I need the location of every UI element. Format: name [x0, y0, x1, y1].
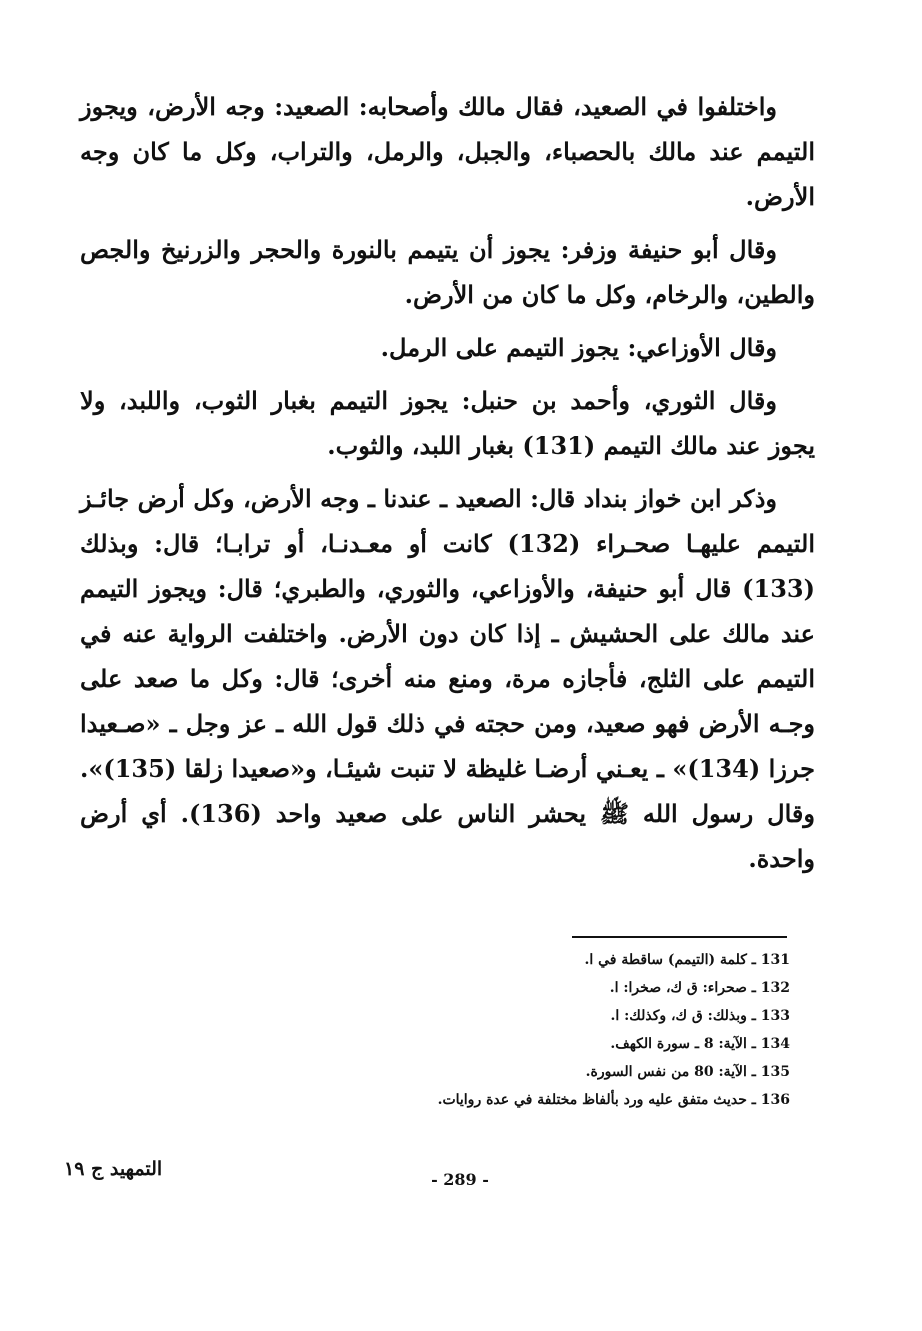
footnote: 133 ـ وبذلك: ق ك، وكذلك: ا.: [610, 1008, 790, 1024]
page-number: - 289 -: [431, 1170, 489, 1189]
paragraph: وقال الأوزاعي: يجوز التيمم على الرمل.: [380, 333, 777, 362]
main-text: [80, 84, 815, 889]
footnotes: [360, 946, 790, 1114]
footnote: 131 ـ كلمة (التيمم) ساقطة في ا.: [584, 952, 790, 968]
footnote-divider: [572, 936, 787, 938]
footnote: 135 ـ الآية: 80 من نفس السورة.: [585, 1064, 790, 1080]
signature-mark: التمهيد ج ١٩: [64, 1158, 163, 1180]
paragraph: وذكر ابن خواز بنداد قال: الصعيد ـ عندنا ـ وجه الأرض، وكل أرض جائـز التيمم عليهـا صحـراء (132) كانت أو معـدنـا، أو ترابـا؛ قال: وبذلك (133) قال أبو حنيفة، والأوزاعي، والثوري، والطبري؛ قال: ويجوز التيمم عند مالك على الحشيش ـ إذا كان دون الأرض. واختلفت الرواية عنه في التيمم على الثلج، فأجازه مرة، ومنع منه أخرى؛ قال: وكل ما صعد على وجـه الأرض فهو صعيد، ومن حجته في ذلك قول الله ـ عز وجل ـ «صـعيدا جرزا (134)» ـ يعـني أرضـا غليظة لا تنبت شيئـا، و«صعيدا زلقا (135)». وقال رسول الله ﷺ يحشر الناس على صعيد واحد (136). أي أرض واحدة.: [80, 484, 816, 873]
footnote: 136 ـ حديث متفق عليه ورد بألفاظ مختلفة في عدة روايات.: [437, 1092, 790, 1108]
footnote: 132 ـ صحراء: ق ك، صخرا: ا.: [609, 980, 790, 996]
paragraph: وقال الثوري، وأحمد بن حنبل: يجوز التيمم بغبار الثوب، واللبد، ولا يجوز عند مالك التيمم (131) بغبار اللبد، والثوب.: [80, 386, 815, 460]
paragraph: واختلفوا في الصعيد، فقال مالك وأصحابه: الصعيد: وجه الأرض، ويجوز التيمم عند مالك بالحصباء، والجبل، والرمل، والتراب، وكل ما كان وجه الأرض.: [80, 92, 815, 211]
footnote: 134 ـ الآية: 8 ـ سورة الكهف.: [610, 1036, 790, 1052]
paragraph: وقال أبو حنيفة وزفر: يجوز أن يتيمم بالنورة والحجر والزرنيخ والجص والطين، والرخام، وكل ما كان من الأرض.: [80, 235, 815, 309]
